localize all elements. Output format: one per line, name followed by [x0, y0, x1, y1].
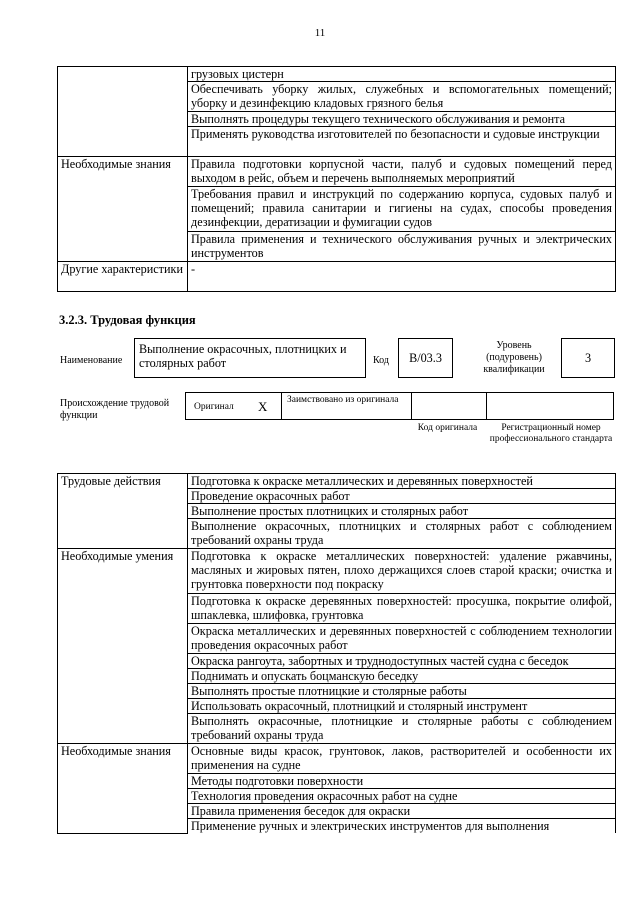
origin-label: Происхождение трудовой функции [60, 398, 170, 421]
table-label-cell: Другие характеристики [58, 262, 188, 292]
table-cell: Подготовка к окраске деревянных поверхностей: просушка, покрытие олифой, шпаклевка, шлифовка, грунтовка [188, 594, 616, 624]
table-label-cell: Необходимые умения [58, 549, 188, 744]
section-title: 3.2.3. Трудовая функция [59, 313, 196, 327]
table-cell: Выполнять простые плотницкие и столярные работы [188, 684, 616, 699]
table-cell: Требования правил и инструкций по содержанию корпуса, судовых палуб и помещений; правила санитарии и гигиены на судах, способы проведения дезинфекции, дератизации и фумигации судов [188, 187, 616, 232]
table-label-cell: Необходимые знания [58, 157, 188, 262]
table-cell: Выполнять процедуры текущего технического обслуживания и ремонта [188, 112, 616, 127]
table-cell: Правила подготовки корпусной части, палуб и судовых помещений перед выходом в рейс, объем и перечень выполняемых мероприятий [188, 157, 616, 187]
name-label: Наименование [60, 355, 123, 366]
table-cell: Применять руководства изготовителей по безопасности и судовые инструкции [188, 127, 616, 157]
table-cell: Методы подготовки поверхности [188, 774, 616, 789]
top-requirements-table [57, 66, 616, 292]
table-cell: Выполнять окрасочные, плотницкие и столярные работы с соблюдением требований охраны труда [188, 714, 616, 744]
table-cell: Правила применения и технического обслуживания ручных и электрических инструментов [188, 232, 616, 262]
origin-row [185, 392, 614, 420]
table-cell: Поднимать и опускать боцманскую беседку [188, 669, 616, 684]
original-label: Оригинал [194, 402, 234, 412]
original-mark: X [258, 399, 268, 414]
table-cell: Проведение окрасочных работ [188, 489, 616, 504]
reg-caption: Регистрационный номер профессионального стандарта [489, 423, 613, 444]
table-cell: Подготовка к окраске металлических и деревянных поверхностей [188, 474, 616, 489]
table-label-cell: Трудовые действия [58, 474, 188, 549]
table-cell: - [188, 262, 616, 292]
page-number: 11 [314, 27, 326, 39]
table-cell: Использовать окрасочный, плотницкий и столярный инструмент [188, 699, 616, 714]
table-cell: Выполнение простых плотницких и столярных работ [188, 504, 616, 519]
code-box: В/03.3 [398, 338, 453, 378]
table-cell: грузовых цистерн [188, 67, 616, 82]
bottom-requirements-table [57, 473, 616, 834]
code-label: Код [373, 355, 389, 366]
table-cell: Окраска рангоута, забортных и труднодоступных частей судна с беседок [188, 654, 616, 669]
level-box: 3 [561, 338, 615, 378]
table-cell: Технология проведения окрасочных работ на судне [188, 789, 616, 804]
table-cell: Применение ручных и электрических инструментов для выполнения [188, 819, 616, 834]
function-name-box: Выполнение окрасочных, плотницких и столярных работ [134, 338, 366, 378]
code-caption: Код оригинала [417, 423, 478, 433]
table-cell: Окраска металлических и деревянных поверхностей с соблюдением технологии проведения окрасочных работ [188, 624, 616, 654]
table-label-cell: Необходимые знания [58, 744, 188, 834]
table-cell: Подготовка к окраске металлических поверхностей: удаление ржавчины, масляных и жировых пятен, плохо держащихся слоев старой краски; очистка и грунтовка поверхности под покраску [188, 549, 616, 594]
level-label: Уровень (подуровень) квалификации [483, 340, 545, 375]
table-cell: Выполнение окрасочных, плотницких и столярных работ с соблюдением требований охраны труда [188, 519, 616, 549]
table-cell: Обеспечивать уборку жилых, служебных и вспомогательных помещений; уборку и дезинфекцию кладовых грязного белья [188, 82, 616, 112]
table-cell: Правила применения беседок для окраски [188, 804, 616, 819]
borrowed-label: Заимствовано из оригинала [287, 395, 399, 405]
table-label-cell [58, 67, 188, 157]
table-cell: Основные виды красок, грунтовок, лаков, растворителей и особенности их применения на судне [188, 744, 616, 774]
